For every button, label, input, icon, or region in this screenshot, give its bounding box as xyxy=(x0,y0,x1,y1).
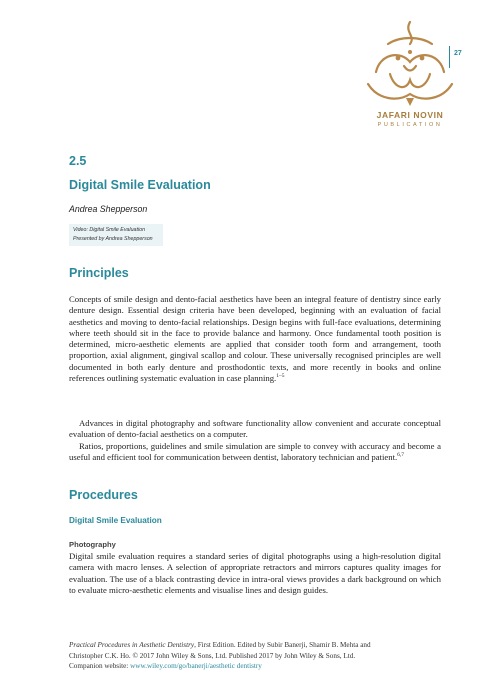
chapter-title: Digital Smile Evaluation xyxy=(69,178,211,192)
page-number-rule xyxy=(449,46,450,68)
footer-line-3 xyxy=(69,661,449,672)
section-number: 2.5 xyxy=(69,154,87,168)
page-footer xyxy=(69,640,449,672)
procedures-subheading: Digital Smile Evaluation xyxy=(69,516,162,525)
reference-marker: 6,7 xyxy=(397,452,405,459)
procedures-heading: Procedures xyxy=(69,488,138,502)
video-title: Video: Digital Smile Evaluation xyxy=(73,227,146,233)
footer-book-title: Practical Procedures in Aesthetic Dentistry xyxy=(69,641,195,649)
principles-paragraph-3-text: Ratios, proportions, guidelines and smile simulation are simple to convey with accuracy and become a useful and efficient tool for communication between dentist, laboratory technician and patient. xyxy=(69,441,441,463)
publisher-logo xyxy=(360,14,478,132)
page-number: 27 xyxy=(454,50,462,57)
principles-paragraph-2: Advances in digital photography and software functionality allow convenient and accurate conceptual evaluation of dento-facial aesthetics on a computer. xyxy=(69,418,441,440)
logo-name: JAFARI NOVIN xyxy=(376,110,444,120)
photography-heading: Photography xyxy=(69,540,116,549)
companion-label: Companion website: xyxy=(69,662,131,671)
logo-subtitle: PUBLICATION xyxy=(377,122,443,128)
footer-edition-text: , First Edition. Edited by Subir Banerji, Shamir B. Mehta and xyxy=(194,641,371,649)
principles-heading: Principles xyxy=(69,266,129,280)
procedures-paragraph-1: Digital smile evaluation requires a standard series of digital photographs using a high-resolution digital camera with macro lenses. A selection of appropriate retractors and mirrors captures quality images for evaluation. The use of a black contrasting device in intra-oral views provides a dark background on which to evaluate micro-aesthetic elements and visualise lines and design guides. xyxy=(69,551,441,595)
video-presenter: Presented by Andrea Shepperson xyxy=(73,236,153,242)
author-name: Andrea Shepperson xyxy=(69,204,148,214)
footer-line-2: Christopher C.K. Ho. © 2017 John Wiley & Sons, Ltd. Published 2017 by John Wiley & Sons, Ltd. xyxy=(69,651,356,660)
principles-paragraph-1-text: Concepts of smile design and dento-facial aesthetics have been an integral feature of dentistry since early denture design. Essential design criteria have been developed, beginning with an evaluation of facial aesthetics and moving to dento-facial relationships. Design begins with full-face evaluations, determining where teeth should sit in the face to provide balance and harmony. Once fundamental tooth position is determined, micro-aesthetic elements are applied that consider tooth form and arrangement, tooth proportion, axial alignment, gingival scallop and colour. These universally recognised principles are well documented in both early denture and prosthodontic texts, and more recently in books and online references outlining systematic evaluation in case planning. xyxy=(69,294,441,384)
calligraphy-emblem-icon xyxy=(360,14,460,110)
principles-paragraph-1 xyxy=(69,294,441,384)
footer-line-1 xyxy=(69,640,449,651)
companion-website-link[interactable]: www.wiley.com/go/banerji/aesthetic dentistry xyxy=(130,662,262,671)
reference-marker: 1–5 xyxy=(276,373,285,380)
video-reference-box xyxy=(69,224,163,246)
principles-paragraph-3 xyxy=(69,441,441,464)
